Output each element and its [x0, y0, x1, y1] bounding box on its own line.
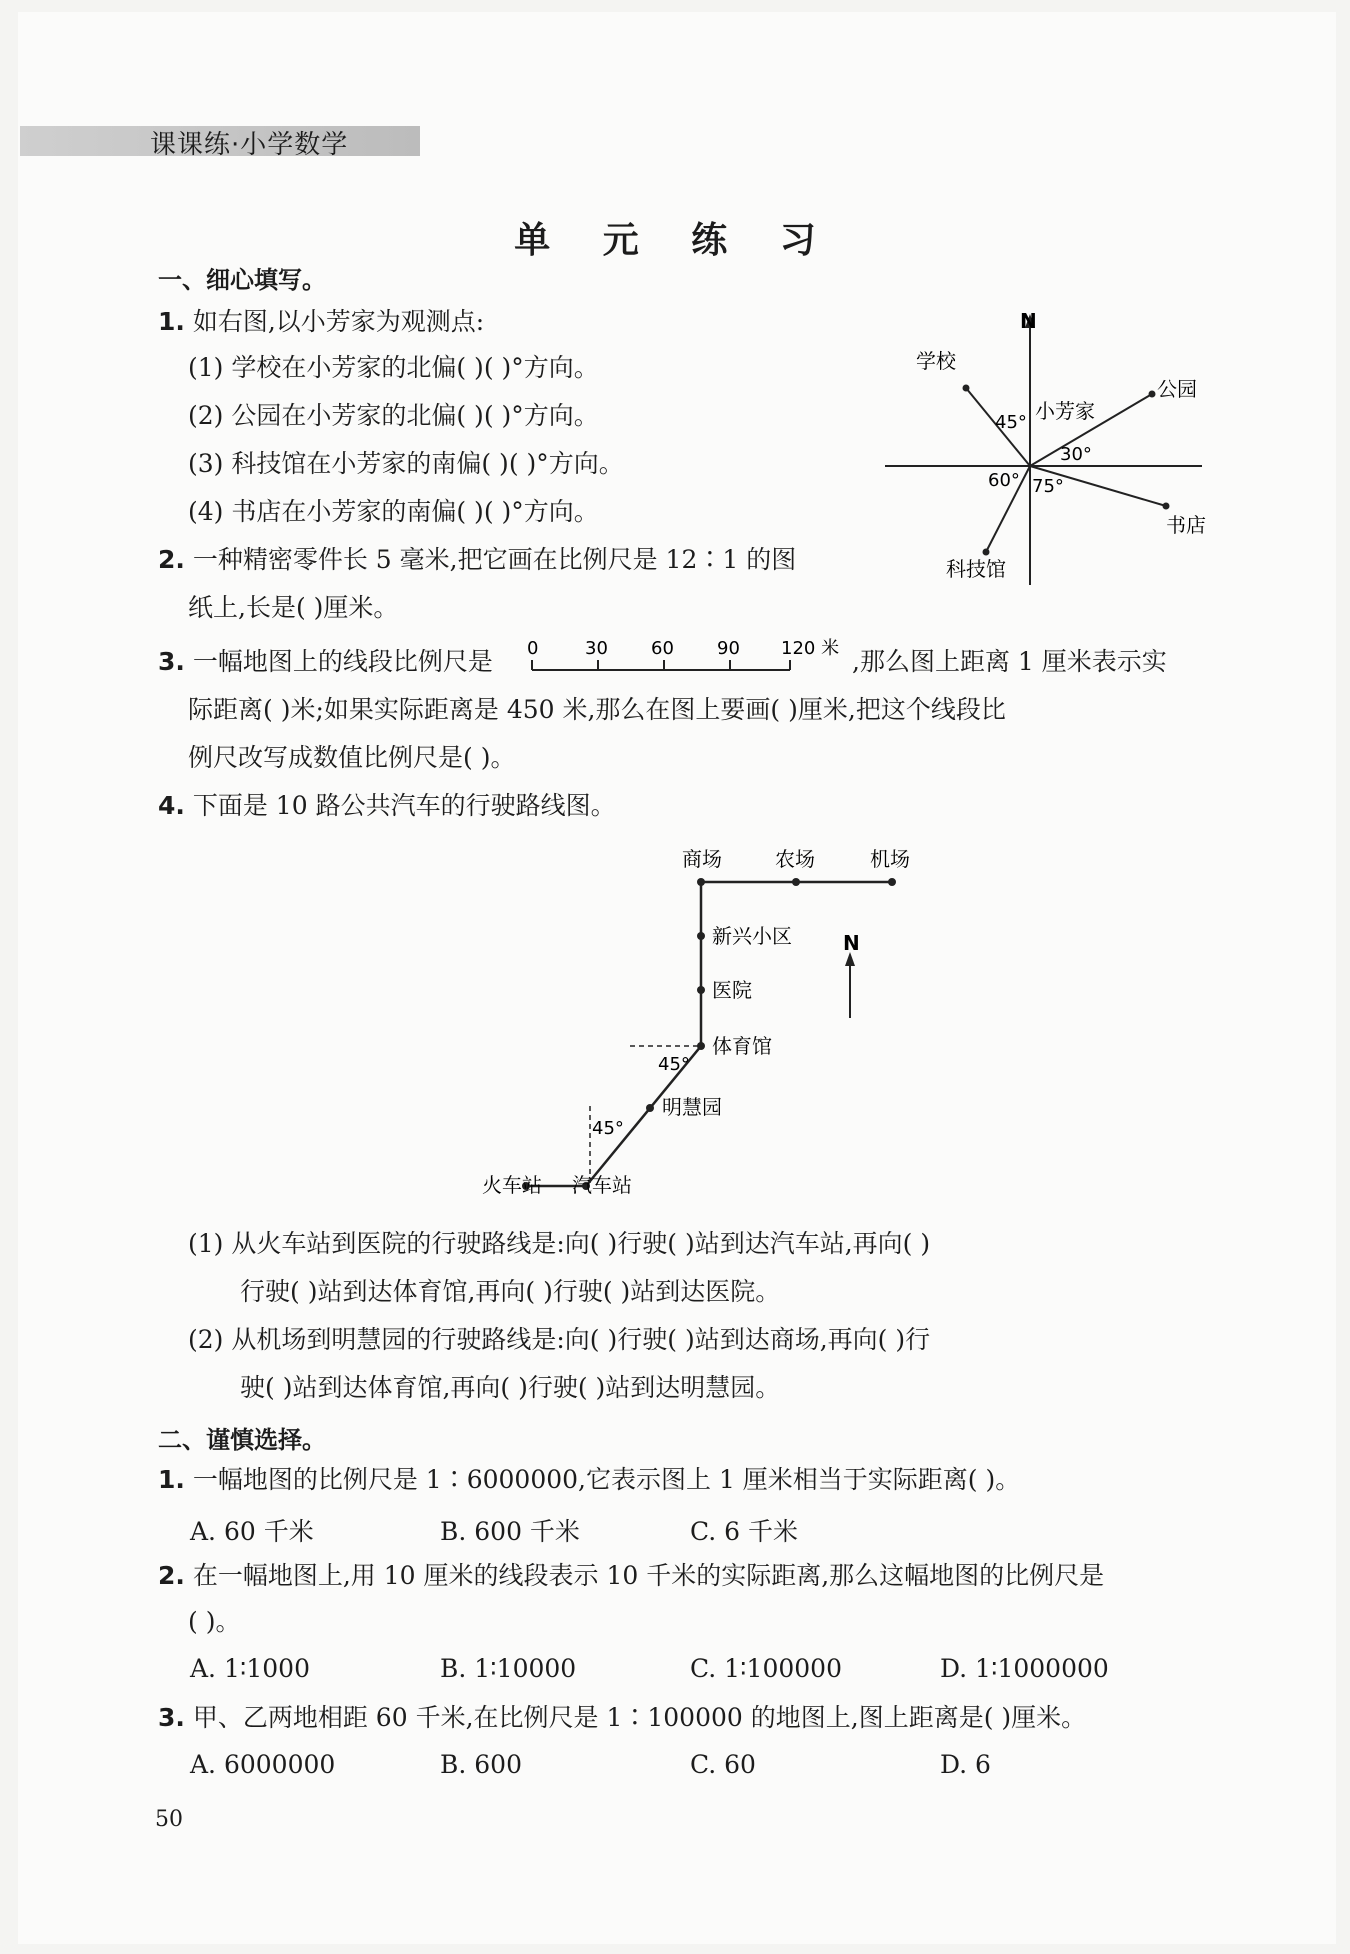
mc2-option-c[interactable]: C. 1∶100000: [690, 1654, 842, 1683]
label-school: 学校: [916, 349, 956, 373]
mc1-number: 1.: [158, 1465, 185, 1494]
mc1-option-b[interactable]: B. 600 千米: [440, 1517, 580, 1546]
stop-farm: [792, 878, 800, 886]
section-heading-2: 二、谨慎选择。: [158, 1426, 326, 1454]
label-airport: 机场: [870, 847, 910, 871]
mc2-option-d[interactable]: D. 1∶1000000: [940, 1654, 1109, 1683]
label-xinxing: 新兴小区: [712, 924, 792, 948]
mc1-stem: [158, 1464, 1020, 1496]
q3-line-1: [158, 646, 493, 678]
label-gym: 体育馆: [712, 1034, 772, 1058]
scale-tick-label: 120 米: [781, 638, 840, 659]
q1-stem: [158, 306, 484, 338]
label-museum: 科技馆: [946, 557, 1006, 581]
mc1-option-a[interactable]: A. 60 千米: [190, 1517, 314, 1546]
dot-park: [1149, 391, 1156, 398]
q3-line-3: 例尺改写成数值比例尺是( )。: [188, 743, 516, 772]
stop-hospital: [697, 986, 705, 994]
angle-upper: 45°: [658, 1054, 690, 1075]
q4-sub1-line-2: 行驶( )站到达体育馆,再向( )行驶( )站到达医院。: [240, 1277, 781, 1306]
stop-mall: [697, 878, 705, 886]
mc1-option-c[interactable]: C. 6 千米: [690, 1517, 798, 1546]
q1-item-3: (3) 科技馆在小芳家的南偏( )( )°方向。: [188, 449, 624, 478]
q4-text: 下面是 10 路公共汽车的行驶路线图。: [192, 791, 616, 820]
section-heading-1: 一、细心填写。: [158, 266, 326, 294]
dot-bookstore: [1163, 503, 1170, 510]
mc3-option-a[interactable]: A. 6000000: [190, 1750, 336, 1779]
q1-item-2: (2) 公园在小芳家的北偏( )( )°方向。: [188, 401, 599, 430]
q3-number: 3.: [158, 647, 185, 676]
label-farm: 农场: [775, 847, 815, 871]
scale-bar: [525, 632, 855, 678]
page-number: 50: [155, 1807, 183, 1832]
label-bookstore: 书店: [1166, 513, 1206, 537]
q4-sub2-line-2: 驶( )站到达体育馆,再向( )行驶( )站到达明慧园。: [240, 1373, 781, 1402]
q3-tail: ,那么图上距离 1 厘米表示实: [852, 647, 1167, 676]
mc1-text: 一幅地图的比例尺是 1∶6000000,它表示图上 1 厘米相当于实际距离( )。: [192, 1465, 1021, 1494]
route-north-label: N: [843, 931, 860, 955]
q4-number: 4.: [158, 791, 185, 820]
q4-sub2-line-1: (2) 从机场到明慧园的行驶路线是:向( )行驶( )站到达商场,再向( )行: [188, 1325, 931, 1354]
compass-north-label: N: [1020, 309, 1037, 333]
mc3-option-c[interactable]: C. 60: [690, 1750, 756, 1779]
route-figure: [460, 840, 960, 1220]
scale-tick-label: 60: [651, 638, 674, 659]
q2-line-2: 纸上,长是( )厘米。: [188, 593, 399, 622]
q2-line-1: [158, 544, 796, 576]
angle-lower: 45°: [592, 1118, 624, 1139]
q1-item-4: (4) 书店在小芳家的南偏( )( )°方向。: [188, 497, 599, 526]
dot-school: [963, 385, 970, 392]
stop-gym: [697, 1042, 705, 1050]
angle-school: 45°: [995, 412, 1027, 433]
label-park: 公园: [1157, 377, 1197, 401]
q4-stem: [158, 790, 616, 822]
mc3-text: 甲、乙两地相距 60 千米,在比例尺是 1∶100000 的地图上,图上距离是( )厘米。: [192, 1703, 1087, 1732]
mc3-number: 3.: [158, 1703, 185, 1732]
q1-text: 如右图,以小芳家为观测点:: [192, 307, 485, 336]
q1-item-1: (1) 学校在小芳家的北偏( )( )°方向。: [188, 353, 599, 382]
stop-xinxing: [697, 932, 705, 940]
stop-airport: [888, 878, 896, 886]
mc2-text: 在一幅地图上,用 10 厘米的线段表示 10 千米的实际距离,那么这幅地图的比例尺是: [192, 1561, 1105, 1590]
compass-figure: [880, 300, 1220, 590]
dot-museum: [983, 549, 990, 556]
q2-text-1: 一种精密零件长 5 毫米,把它画在比例尺是 12∶1 的图: [192, 545, 797, 574]
angle-bookstore: 75°: [1032, 476, 1064, 497]
mc3-option-d[interactable]: D. 6: [940, 1750, 991, 1779]
scale-tick-label: 90: [717, 638, 740, 659]
mc2-stem: [158, 1560, 1104, 1592]
q3-lead: 一幅地图上的线段比例尺是: [192, 647, 493, 676]
angle-museum: 60°: [988, 470, 1020, 491]
mc3-option-b[interactable]: B. 600: [440, 1750, 522, 1779]
label-hospital: 医院: [712, 978, 752, 1002]
q3-line-2: 际距离( )米;如果实际距离是 450 米,那么在图上要画( )厘米,把这个线段比: [188, 695, 1006, 724]
label-bus: 汽车站: [572, 1173, 632, 1197]
q1-number: 1.: [158, 307, 185, 336]
mc3-stem: [158, 1702, 1086, 1734]
mc2-number: 2.: [158, 1561, 185, 1590]
page-title: 单 元 练 习: [514, 220, 836, 261]
stop-minghui: [646, 1104, 654, 1112]
q4-sub1-line-1: (1) 从火车站到医院的行驶路线是:向( )行驶( )站到达汽车站,再向( ): [188, 1229, 931, 1258]
scale-tick-label: 0: [527, 638, 539, 659]
mc2-option-b[interactable]: B. 1∶10000: [440, 1654, 577, 1683]
label-minghui: 明慧园: [662, 1095, 722, 1119]
label-train: 火车站: [482, 1173, 542, 1197]
q2-number: 2.: [158, 545, 185, 574]
mc2-option-a[interactable]: A. 1∶1000: [190, 1654, 310, 1683]
scale-tick-label: 30: [585, 638, 608, 659]
angle-park: 30°: [1060, 444, 1092, 465]
series-title: 课课练·小学数学: [150, 130, 349, 160]
mc2-stem-2: ( )。: [188, 1607, 241, 1636]
label-home: 小芳家: [1035, 399, 1095, 423]
label-mall: 商场: [682, 847, 722, 871]
bus-route-line: [526, 882, 892, 1186]
